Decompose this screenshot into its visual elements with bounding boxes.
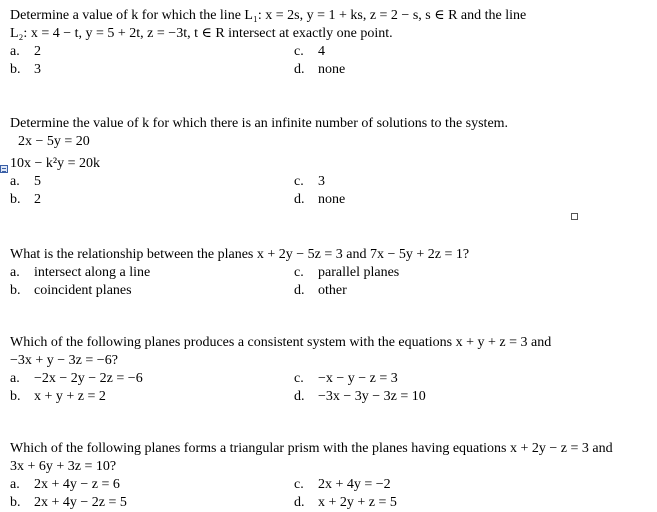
question-1	[10, 7, 650, 79]
option-c[interactable]: c. 2x + 4y = −2	[294, 477, 391, 492]
option-b[interactable]: b. 3	[10, 62, 41, 77]
option-d[interactable]: d. none	[294, 192, 346, 207]
question-2	[10, 115, 650, 209]
option-b[interactable]: b. 2x + 4y − 2z = 5	[10, 495, 127, 510]
question-4-line-1: Which of the following planes produces a consistent system with the equations x + y + z = 3 and	[10, 335, 552, 350]
question-4	[10, 334, 650, 406]
question-4-line-2: −3x + y − 3z = −6?	[10, 353, 118, 368]
system-equation-1: 2x − 5y = 20	[18, 134, 90, 149]
option-b[interactable]: b. 2	[10, 192, 41, 207]
option-row	[10, 191, 650, 209]
question-2-line-1: Determine the value of k for which there is an infinite number of solutions to the system.	[10, 116, 509, 131]
option-d[interactable]: d. none	[294, 62, 346, 77]
option-a[interactable]: a. intersect along a line	[10, 265, 151, 280]
option-a[interactable]: a. 2x + 4y − z = 6	[10, 477, 120, 492]
option-c[interactable]: c. 4	[294, 44, 325, 59]
question-1-line-1: Determine a value of k for which the line L₁: x = 2s, y = 1 + ks, z = 2 − s, s ∈ R and the line	[10, 8, 527, 23]
question-5	[10, 440, 650, 512]
option-b[interactable]: b. x + y + z = 2	[10, 389, 106, 404]
option-row	[10, 61, 650, 79]
option-b[interactable]: b. coincident planes	[10, 283, 132, 298]
option-row	[10, 388, 650, 406]
option-d[interactable]: d. −3x − 3y − 3z = 10	[294, 389, 426, 404]
question-5-line-1: Which of the following planes forms a triangular prism with the planes having equations x + 2y − z = 3 and	[10, 441, 613, 456]
option-row	[10, 43, 650, 61]
option-c[interactable]: c. parallel planes	[294, 265, 400, 280]
question-1-line-2: L₂: x = 4 − t, y = 5 + 2t, z = −3t, t ∈ R intersect at exactly one point.	[10, 26, 393, 41]
question-3-line-1: What is the relationship between the planes x + 2y − 5z = 3 and 7x − 5y + 2z = 1?	[10, 247, 470, 262]
option-a[interactable]: a. 2	[10, 44, 41, 59]
move-handle-icon[interactable]	[0, 165, 8, 173]
resize-handle-icon[interactable]	[571, 213, 578, 220]
option-a[interactable]: a. 5	[10, 174, 41, 189]
option-a[interactable]: a. −2x − 2y − 2z = −6	[10, 371, 143, 386]
option-row	[10, 282, 650, 300]
option-row	[10, 264, 650, 282]
option-row	[10, 494, 650, 512]
question-5-line-2: 3x + 6y + 3z = 10?	[10, 459, 117, 474]
question-3	[10, 246, 650, 300]
option-c[interactable]: c. −x − y − z = 3	[294, 371, 398, 386]
option-d[interactable]: d. other	[294, 283, 347, 298]
option-c[interactable]: c. 3	[294, 174, 325, 189]
option-row	[10, 370, 650, 388]
option-row	[10, 476, 650, 494]
system-equation-2: 10x − k²y = 20k	[10, 156, 100, 171]
option-d[interactable]: d. x + 2y + z = 5	[294, 495, 397, 510]
option-row	[10, 173, 650, 191]
